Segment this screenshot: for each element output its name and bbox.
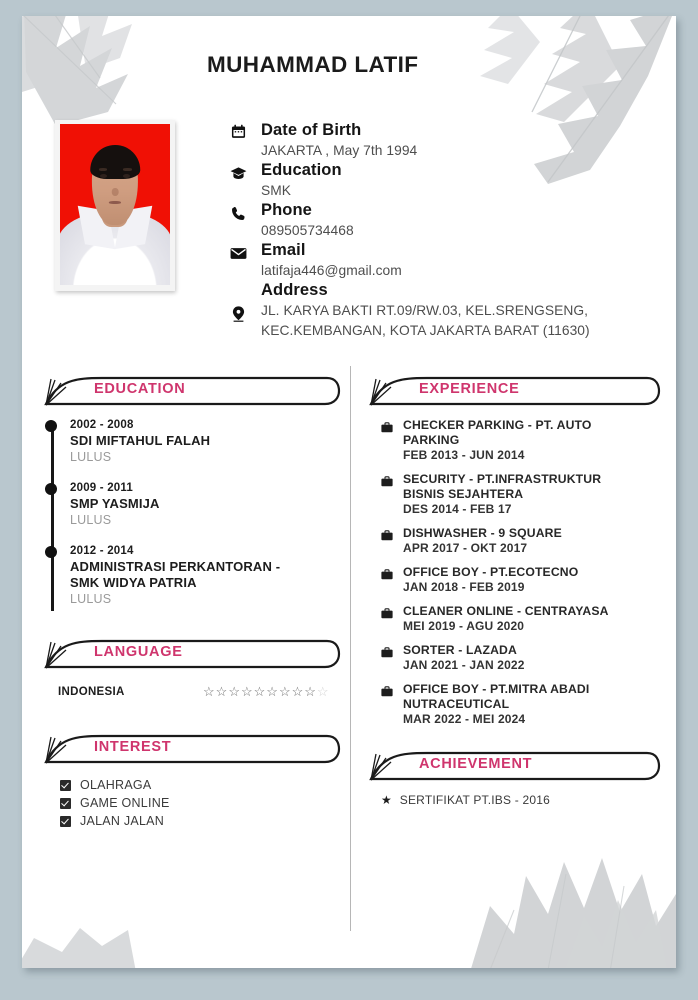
contact-label-phone: Phone [261,201,312,219]
star-icon: ☆ [228,684,240,699]
experience-title-line1: CHECKER PARKING - PT. AUTO [403,418,592,432]
experience-title-line2: NUTRACEUTICAL [403,697,510,711]
leaf-bottom-left-icon [22,894,138,968]
section-title-achievement: ACHIEVEMENT [419,756,533,772]
contact-row-education [227,160,676,200]
star-icon: ☆ [266,684,278,699]
phone-icon [227,206,249,221]
education-year: 2002 - 2008 [70,419,134,431]
experience-item [381,565,662,595]
experience-dates: JAN 2021 - JAN 2022 [403,658,525,672]
timeline-dot-icon [45,420,57,432]
experience-title-line1: OFFICE BOY - PT.ECOTECNO [403,565,579,579]
contact-details [227,120,676,340]
experience-dates: JAN 2018 - FEB 2019 [403,580,525,594]
experience-item [381,604,662,634]
language-name: INDONESIA [58,685,125,698]
experience-title-line1: SECURITY - PT.INFRASTRUKTUR [403,472,602,486]
timeline-line [51,424,54,611]
interest-item [60,778,342,792]
briefcase-icon [381,567,393,585]
star-icon: ☆ [316,684,329,699]
education-item [70,418,342,465]
section-title-education: EDUCATION [94,381,186,397]
star-icon: ☆ [253,684,266,699]
experience-item [381,526,662,556]
experience-item [381,472,662,517]
education-status: LULUS [70,450,112,464]
experience-item [381,418,662,463]
interest-label: JALAN JALAN [80,814,165,828]
ribbon-banner-shape [42,732,342,766]
star-icon: ☆ [304,684,316,699]
education-school-line1: ADMINISTRASI PERKANTORAN - [70,559,281,574]
contact-label-email: Email [261,241,306,259]
timeline-dot-icon [45,483,57,495]
section-header-language [42,637,342,671]
education-year: 2009 - 2011 [70,482,133,494]
right-column [367,374,662,807]
education-year: 2012 - 2014 [70,545,134,557]
calendar-icon [227,124,249,139]
contact-value-address-line2: KEC.KEMBANGAN, KOTA JAKARTA BARAT (11630) [261,322,590,338]
experience-dates: MAR 2022 - MEI 2024 [403,712,526,726]
location-pin-icon [227,306,249,322]
contact-row-address [227,280,676,340]
section-header-achievement [367,749,662,783]
ribbon-banner-shape [42,637,342,671]
contact-value-date-of-birth: JAKARTA , May 7th 1994 [261,143,418,158]
education-item [70,481,342,528]
briefcase-icon [381,474,393,492]
contact-value-email: latifaja446@gmail.com [261,263,402,278]
experience-dates: MEI 2019 - AGU 2020 [403,619,525,633]
education-status: LULUS [70,592,112,606]
briefcase-icon [381,645,393,663]
interest-list [42,778,342,828]
interest-label: GAME ONLINE [80,796,170,810]
education-item [70,544,342,607]
page-title: MUHAMMAD LATIF [207,52,419,77]
left-column [42,374,342,832]
education-school: SMP YASMIJA [70,496,160,511]
experience-title-line2: PARKING [403,433,460,447]
education-school-line2: SMK WIDYA PATRIA [70,575,197,590]
star-icon: ☆ [240,684,253,699]
graduation-cap-icon [227,166,249,181]
contact-value-education: SMK [261,183,292,198]
experience-list [367,418,662,727]
ribbon-banner-shape [42,374,342,408]
star-icon: ☆ [278,684,291,699]
briefcase-icon [381,420,393,438]
star-filled-icon: ★ [381,793,392,807]
contact-value-phone: 089505734468 [261,223,354,238]
education-timeline [42,418,342,607]
section-title-interest: INTEREST [94,739,172,755]
language-rating-stars [203,685,329,698]
education-status: LULUS [70,513,112,527]
timeline-dot-icon [45,546,57,558]
envelope-icon [227,247,249,260]
experience-title-line1: OFFICE BOY - PT.MITRA ABADI [403,682,590,696]
experience-item [381,682,662,727]
resume-page [22,16,676,968]
experience-title-line1: CLEANER ONLINE - CENTRAYASA [403,604,609,618]
leaf-bottom-right-icon [460,814,676,968]
interest-item [60,796,342,810]
profile-photo-image [60,124,170,285]
briefcase-icon [381,684,393,702]
achievement-label: SERTIFIKAT PT.IBS - 2016 [399,793,550,807]
experience-dates: DES 2014 - FEB 17 [403,502,512,516]
profile-photo [55,120,175,291]
education-school: SDI MIFTAHUL FALAH [70,433,211,448]
achievement-list [367,793,662,807]
checkbox-checked-icon [60,798,71,809]
contact-row-date-of-birth [227,120,676,160]
star-icon: ☆ [215,684,228,699]
contact-label-address: Address [261,281,328,299]
experience-title-line1: DISHWASHER - 9 SQUARE [403,526,562,540]
section-title-language: LANGUAGE [94,644,183,660]
contact-label-date-of-birth: Date of Birth [261,121,362,139]
experience-title-line2: BISNIS SEJAHTERA [403,487,524,501]
section-header-experience [367,374,662,408]
section-title-experience: EXPERIENCE [419,381,520,397]
language-item [42,685,342,698]
section-header-education [42,374,342,408]
contact-row-email [227,240,676,280]
star-icon: ☆ [203,684,215,699]
interest-item [60,814,342,828]
contact-row-phone [227,200,676,240]
experience-title-line1: SORTER - LAZADA [403,643,517,657]
checkbox-checked-icon [60,816,71,827]
achievement-item [381,793,662,807]
column-divider [350,366,351,931]
experience-dates: APR 2017 - OKT 2017 [403,541,528,555]
section-header-interest [42,732,342,766]
briefcase-icon [381,528,393,546]
star-icon: ☆ [291,684,304,699]
experience-dates: FEB 2013 - JUN 2014 [403,448,525,462]
interest-label: OLAHRAGA [80,778,152,792]
contact-label-education: Education [261,161,342,179]
contact-value-address-line1: JL. KARYA BAKTI RT.09/RW.03, KEL.SRENGSENG, [261,303,589,318]
briefcase-icon [381,606,393,624]
checkbox-checked-icon [60,780,71,791]
experience-item [381,643,662,673]
